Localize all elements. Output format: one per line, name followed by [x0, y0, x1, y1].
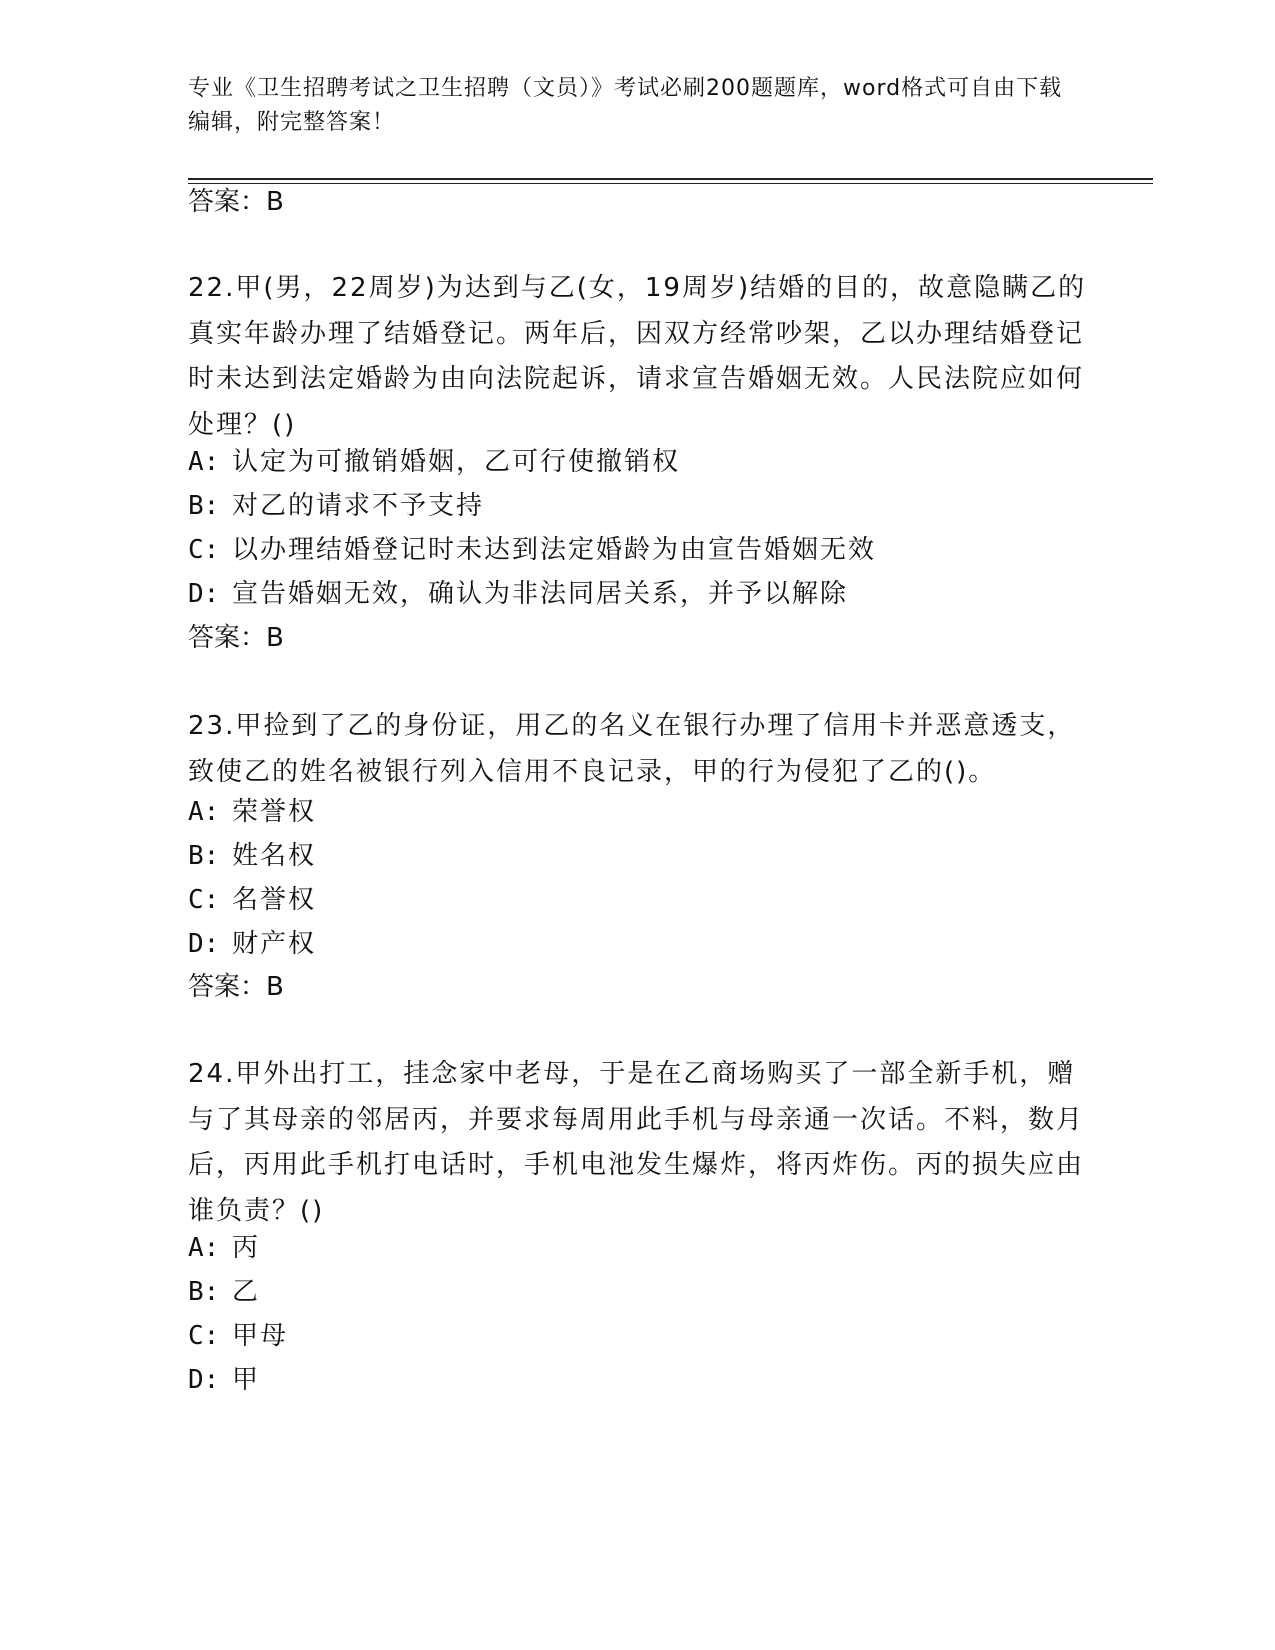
option-text: 宣告婚姻无效，确认为非法同居关系，并予以解除	[232, 579, 849, 609]
option-text: 财产权	[232, 929, 317, 959]
option-letter: B:	[188, 491, 220, 521]
answer-line: 答案：B	[188, 187, 284, 217]
option-letter: D:	[188, 579, 220, 609]
option-text: 对乙的请求不予支持	[232, 491, 485, 521]
question-24-option-c	[188, 1316, 288, 1356]
option-text: 乙	[232, 1277, 261, 1307]
option-letter: A:	[188, 797, 220, 827]
option-text: 荣誉权	[232, 797, 317, 827]
question-23-option-b	[188, 836, 316, 876]
question-23-option-c	[188, 880, 316, 920]
header-divider-thick	[188, 178, 1153, 180]
option-letter: B:	[188, 841, 220, 871]
option-text: 丙	[232, 1233, 261, 1263]
option-text: 甲	[232, 1365, 261, 1395]
option-text: 姓名权	[232, 841, 317, 871]
document-header: 专业《卫生招聘考试之卫生招聘（文员）》考试必刷200题题库，word格式可自由下载编辑，附完整答案！	[188, 76, 1063, 135]
question-22-text: 22.甲(男，22周岁)为达到与乙(女，19周岁)结婚的目的，故意隐瞒乙的真实年龄办理了结婚登记。两年后，因双方经常吵架，乙以办理结婚登记时未达到法定婚龄为由向法院起诉，请求宣告婚姻无效。人民法院应如何处理？()	[188, 273, 1087, 440]
option-text: 以办理结婚登记时未达到法定婚龄为由宣告婚姻无效	[232, 535, 877, 565]
question-23-text: 23.甲捡到了乙的身份证，用乙的名义在银行办理了信用卡并恶意透支，致使乙的姓名被银行列入信用不良记录，甲的行为侵犯了乙的()。	[188, 711, 1076, 787]
question-24-option-a	[188, 1228, 260, 1268]
header-divider-thin	[188, 183, 1153, 184]
option-letter: A:	[188, 447, 220, 477]
option-letter: C:	[188, 1321, 220, 1351]
option-letter: C:	[188, 535, 220, 565]
question-22-answer: 答案：B	[188, 623, 284, 653]
option-letter: D:	[188, 1365, 220, 1395]
question-23-answer: 答案：B	[188, 972, 284, 1002]
option-letter: D:	[188, 929, 220, 959]
question-22-option-d	[188, 574, 848, 614]
option-text: 名誉权	[232, 885, 317, 915]
question-24-option-b	[188, 1272, 260, 1312]
option-text: 认定为可撤销婚姻，乙可行使撤销权	[232, 447, 681, 477]
question-23-option-a	[188, 792, 316, 832]
option-letter: B:	[188, 1277, 220, 1307]
option-letter: A:	[188, 1233, 220, 1263]
question-24-option-d	[188, 1360, 260, 1400]
question-22-option-c	[188, 530, 876, 570]
question-24-text: 24.甲外出打工，挂念家中老母，于是在乙商场购买了一部全新手机，赠与了其母亲的邻居丙，并要求每周用此手机与母亲通一次话。不料，数月后，丙用此手机打电话时，手机电池发生爆炸，将丙炸伤。丙的损失应由谁负责？()	[188, 1059, 1085, 1226]
option-text: 甲母	[232, 1321, 289, 1351]
question-23-option-d	[188, 924, 316, 964]
question-22-option-b	[188, 486, 484, 526]
question-22-option-a	[188, 442, 680, 482]
option-letter: C:	[188, 885, 220, 915]
